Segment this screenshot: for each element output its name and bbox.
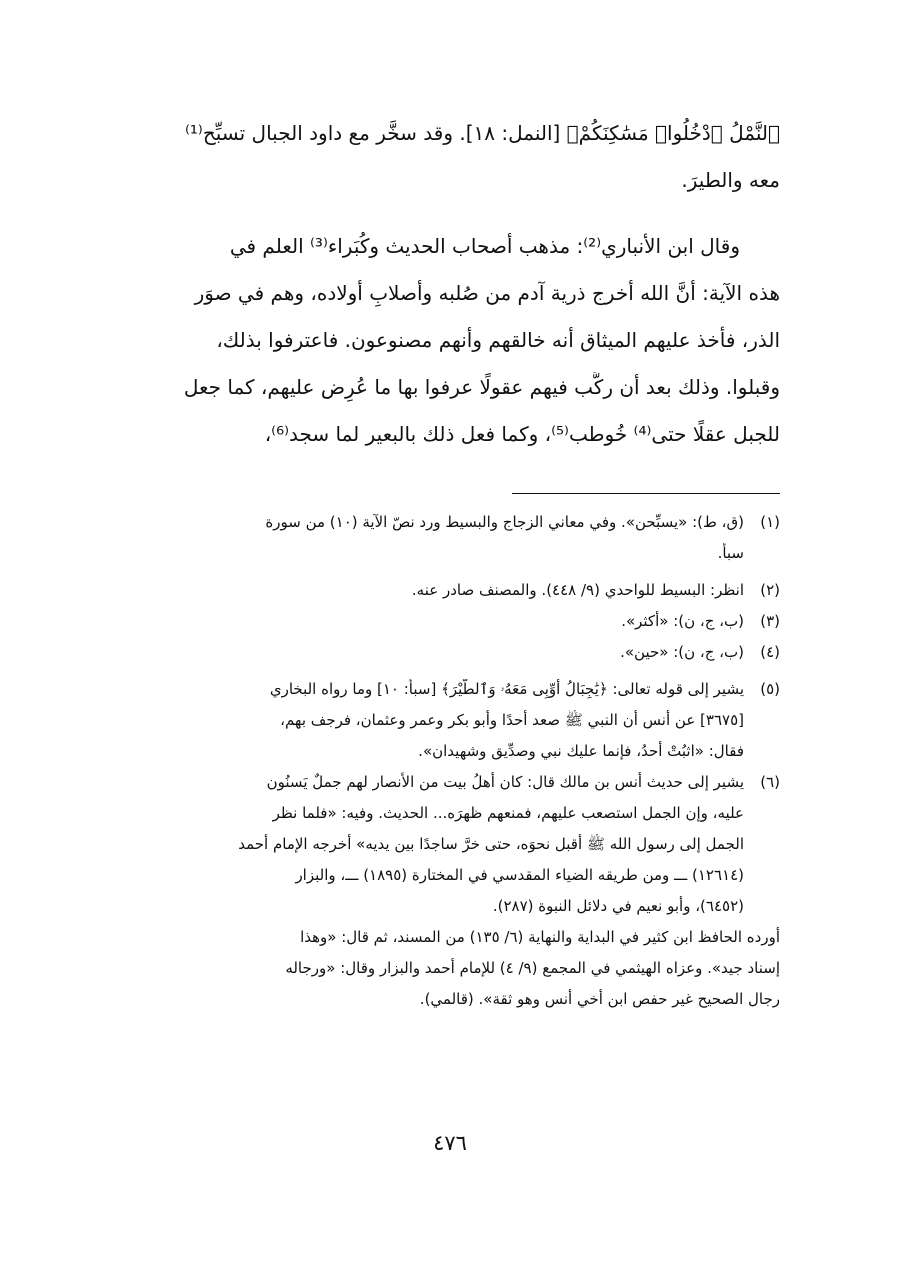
footnote-5-cont: [٣٦٧٥] عن أنس أن النبي ﷺ صعد أحدًا وأبو بكر وعمر وعثمان، فرجف بهم، bbox=[280, 711, 744, 729]
footnote-6-cont: (١٢٦١٤) ـــ ومن طريقه الضياء المقدسي في المختارة (١٨٩٥) ـــ، والبزار bbox=[295, 866, 744, 884]
page-number: ٤٧٦ bbox=[433, 1131, 467, 1155]
footnote-3 bbox=[120, 611, 780, 642]
footnote-text: (ق، ط): «يسبِّحن». وفي معاني الزجاج والبسيط ورد نصّ الآية (١٠) من سورة bbox=[265, 513, 744, 531]
footnote-text: (ب، ج، ن): «أكثر». bbox=[621, 612, 744, 630]
main-line: الذر، فأخذ عليهم الميثاق أنه خالقهم وأنهم مصنوعون. فاعترفوا بذلك، bbox=[216, 328, 780, 352]
footnote-note: إسناد جيد». وعزاه الهيثمي في المجمع (٩/ ٤) للإمام أحمد والبزار وقال: «ورجاله bbox=[285, 959, 780, 977]
main-text bbox=[120, 118, 780, 466]
footnote-number: (٢) bbox=[760, 581, 780, 599]
footnote-4 bbox=[120, 642, 780, 679]
footnote-separator bbox=[512, 493, 780, 494]
main-line: ﭐﻟﻨَّﻤْﻞُ ﭐدْﺧُﻠُﻮا۟ ﻣَﺴَٰﻜِﻨَﻜُﻢْ﴾ [النمل: ١٨]. وقد سخَّر مع داود الجبال تسبِّح⁽¹⁾ bbox=[184, 121, 780, 145]
main-line: للجبل عقلًا حتى⁽⁴⁾ خُوطب⁽⁵⁾، وكما فعل ذلك بالبعير لما سجد⁽⁶⁾، bbox=[264, 422, 780, 446]
footnote-text: انظر: البسيط للواحدي (٩/ ٤٤٨). والمصنف صادر عنه. bbox=[411, 581, 744, 599]
footnote-6-cont: عليه، وإن الجمل استصعب عليهم، فمنعهم ظهرَه... الحديث. وفيه: «فلما نظر bbox=[272, 804, 744, 822]
footnote-number: (٥) bbox=[760, 680, 780, 698]
footnote-text: (ب، ج، ن): «حين». bbox=[620, 643, 744, 661]
footnote-6-cont: (٦٤٥٢)، وأبو نعيم في دلائل النبوة (٢٨٧). bbox=[492, 897, 744, 915]
footnote-1-cont: سبأ. bbox=[717, 544, 744, 562]
footnote-2 bbox=[120, 580, 780, 611]
footnote-text: يشير إلى حديث أنس بن مالك قال: كان أهلُ بيت من الأنصار لهم جملٌ يَسنُون bbox=[266, 773, 744, 791]
footnote-6 bbox=[120, 772, 780, 803]
paragraph-gap bbox=[120, 212, 780, 231]
main-line: وقال ابن الأنباري⁽²⁾: مذهب أصحاب الحديث وكُبَراء⁽³⁾ العلم في bbox=[229, 234, 740, 258]
footnote-note: أورده الحافظ ابن كثير في البداية والنهاية (٦/ ١٣٥) من المسند، ثم قال: «وهذا bbox=[300, 928, 780, 946]
footnote-number: (٣) bbox=[760, 612, 780, 630]
footnote-5-cont: فقال: «اثبُتْ أحدُ، فإنما عليك نبي وصدِّيق وشهيدان». bbox=[418, 742, 744, 760]
footnote-number: (٦) bbox=[760, 773, 780, 791]
footnote-number: (١) bbox=[760, 513, 780, 531]
main-line: هذه الآية: أنَّ الله أخرج ذرية آدم من صُلبه وأصلابِ أولاده، وهم في صوَر bbox=[194, 281, 780, 305]
footnote-text: يشير إلى قوله تعالى: ﴿يَٰجِبَالُ أَوِّبِى مَعَهُۥ وَٱلطَّيْرَ﴾ [سبأ: ١٠] وما رواه البخاري bbox=[269, 680, 744, 698]
main-line: وقبلوا. وذلك بعد أن ركَّب فيهم عقولًا عرفوا بها ما عُرِض عليهم، كما جعل bbox=[183, 375, 780, 399]
footnote-note: رجال الصحيح غير حفص ابن أخي أنس وهو ثقة». (قالمي). bbox=[419, 990, 780, 1008]
footnote-5 bbox=[120, 679, 780, 710]
footnote-6-cont: الجمل إلى رسول الله ﷺ أقبل نحوَه، حتى خرَّ ساجدًا بين يديه» أخرجه الإمام أحمد bbox=[238, 835, 744, 853]
footnotes bbox=[120, 512, 780, 1020]
footnote-number: (٤) bbox=[760, 643, 780, 661]
main-line: معه والطيرَ. bbox=[681, 168, 780, 192]
footnote-1 bbox=[120, 512, 780, 543]
